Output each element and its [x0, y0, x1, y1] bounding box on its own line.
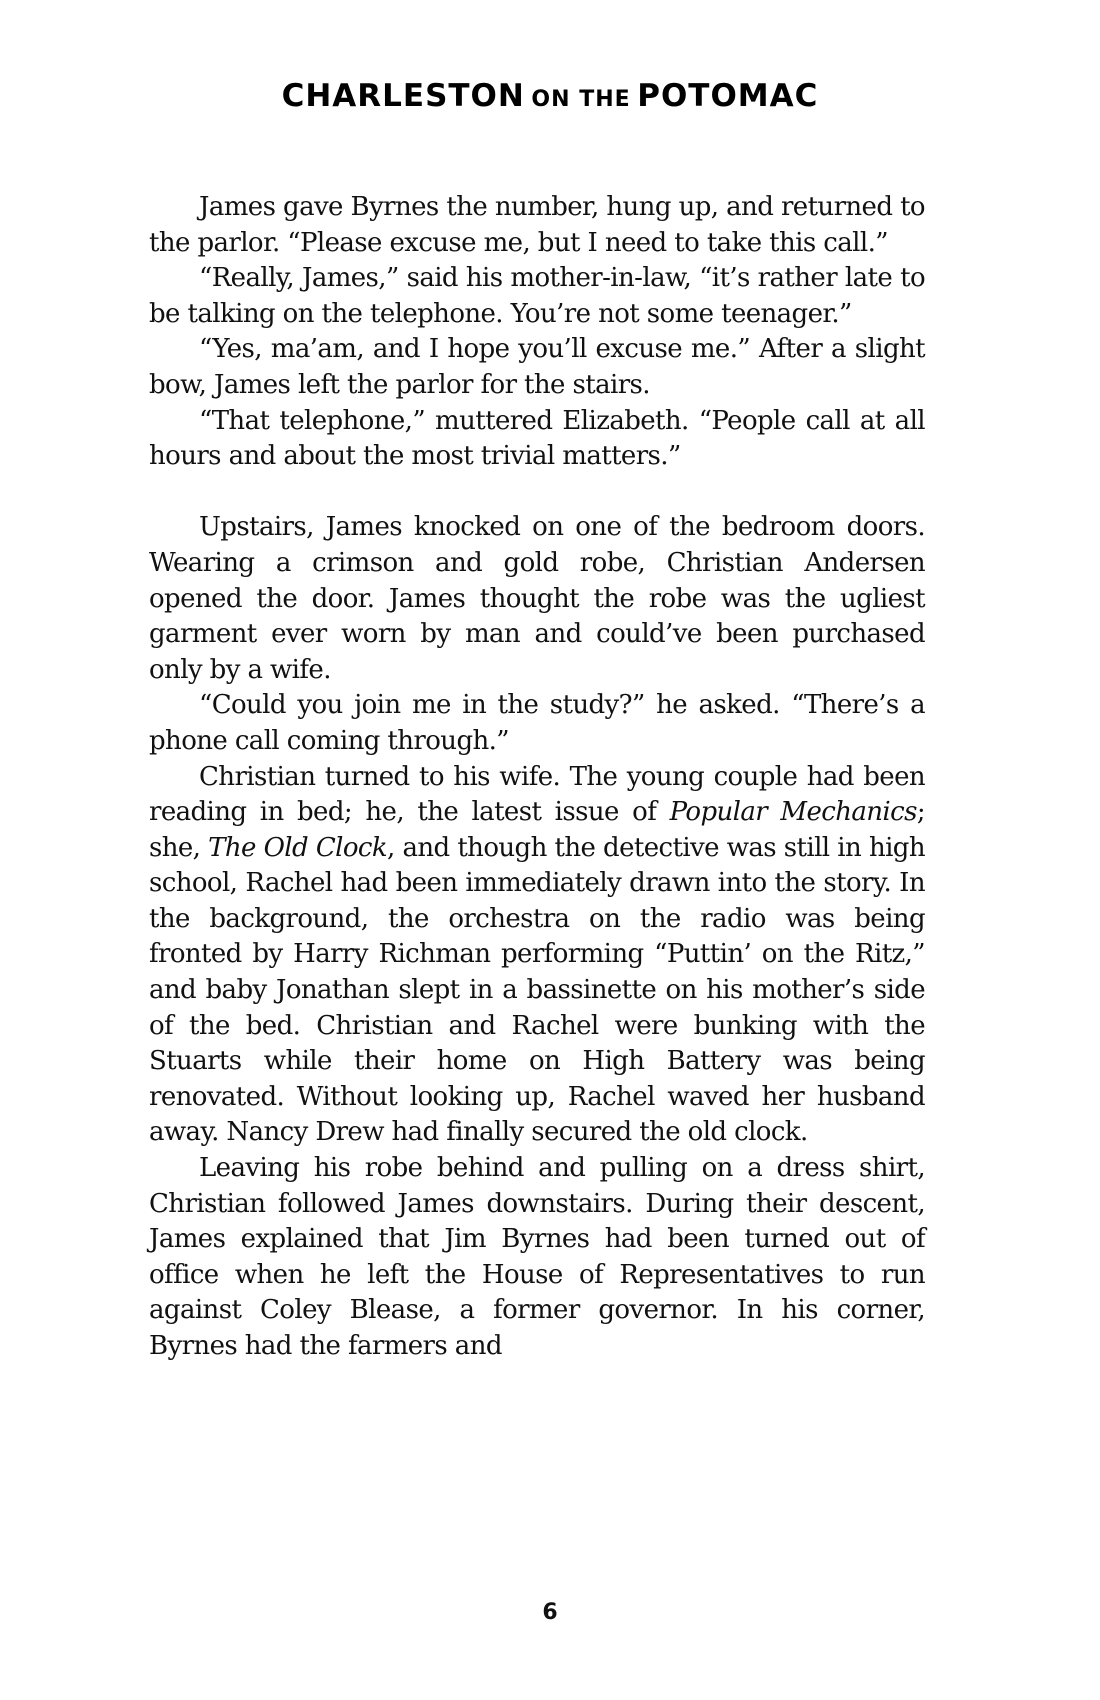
paragraph [149, 760, 925, 1152]
running-head-part3: POTOMAC [637, 78, 819, 114]
page-number: 6 [542, 1600, 558, 1625]
paragraph-text: ; she, [149, 797, 925, 863]
magazine-title: Popular Mechanics [669, 797, 917, 828]
paragraph: James gave Byrnes the number, hung up, and returned to the parlor. “Please excuse me, but I need to take this call.” [149, 192, 925, 258]
body-text [149, 190, 925, 1365]
paragraph: Leaving his robe behind and pulling on a dress shirt, Christian followed James downstairs. During their descent, James explained that Jim Byrnes had been turned out of office when he left the House of Representatives to run against Coley Blease, a former governor. In his corner, Byrnes had the farmers and [149, 1153, 925, 1361]
paragraph-text: Christian turned to his wife. The young couple had been reading in bed; he, the latest issue of [149, 761, 925, 828]
running-head [0, 78, 1100, 114]
paragraph: “Could you join me in the study?” he asked. “There’s a phone call coming through.” [149, 690, 925, 756]
section-break [149, 475, 925, 511]
book-title: The Old Clock [208, 832, 388, 863]
paragraph: “Really, James,” said his mother-in-law, “it’s rather late to be talking on the telephone. You’re not some teenager.” [149, 263, 925, 329]
running-head-part2: ON THE [531, 87, 631, 112]
paragraph: “Yes, ma’am, and I hope you’ll excuse me.” After a slight bow, James left the parlor for the stairs. [149, 334, 925, 400]
paragraph: “That telephone,” muttered Elizabeth. “People call at all hours and about the most trivial matters.” [149, 405, 925, 472]
running-head-part1: CHARLESTON [281, 78, 525, 114]
paragraph-text: , and though the detective was still in high school, Rachel had been immediately drawn into the story. In the background, the orchestra on the radio was being fronted by Harry Richman performing “Puttin’ on the Ritz,” and baby Jonathan slept in a bassinette on his mother’s side of the bed. Christian and Rachel were bunking with the Stuarts while their home on High Battery was being renovated. Without looking up, Rachel waved her husband away. Nancy Drew had finally secured the old clock. [149, 832, 925, 1148]
paragraph: Upstairs, James knocked on one of the bedroom doors. Wearing a crimson and gold robe, Christian Andersen opened the door. James thought the robe was the ugliest garment ever worn by man and could’ve been purchased only by a wife. [149, 512, 925, 685]
